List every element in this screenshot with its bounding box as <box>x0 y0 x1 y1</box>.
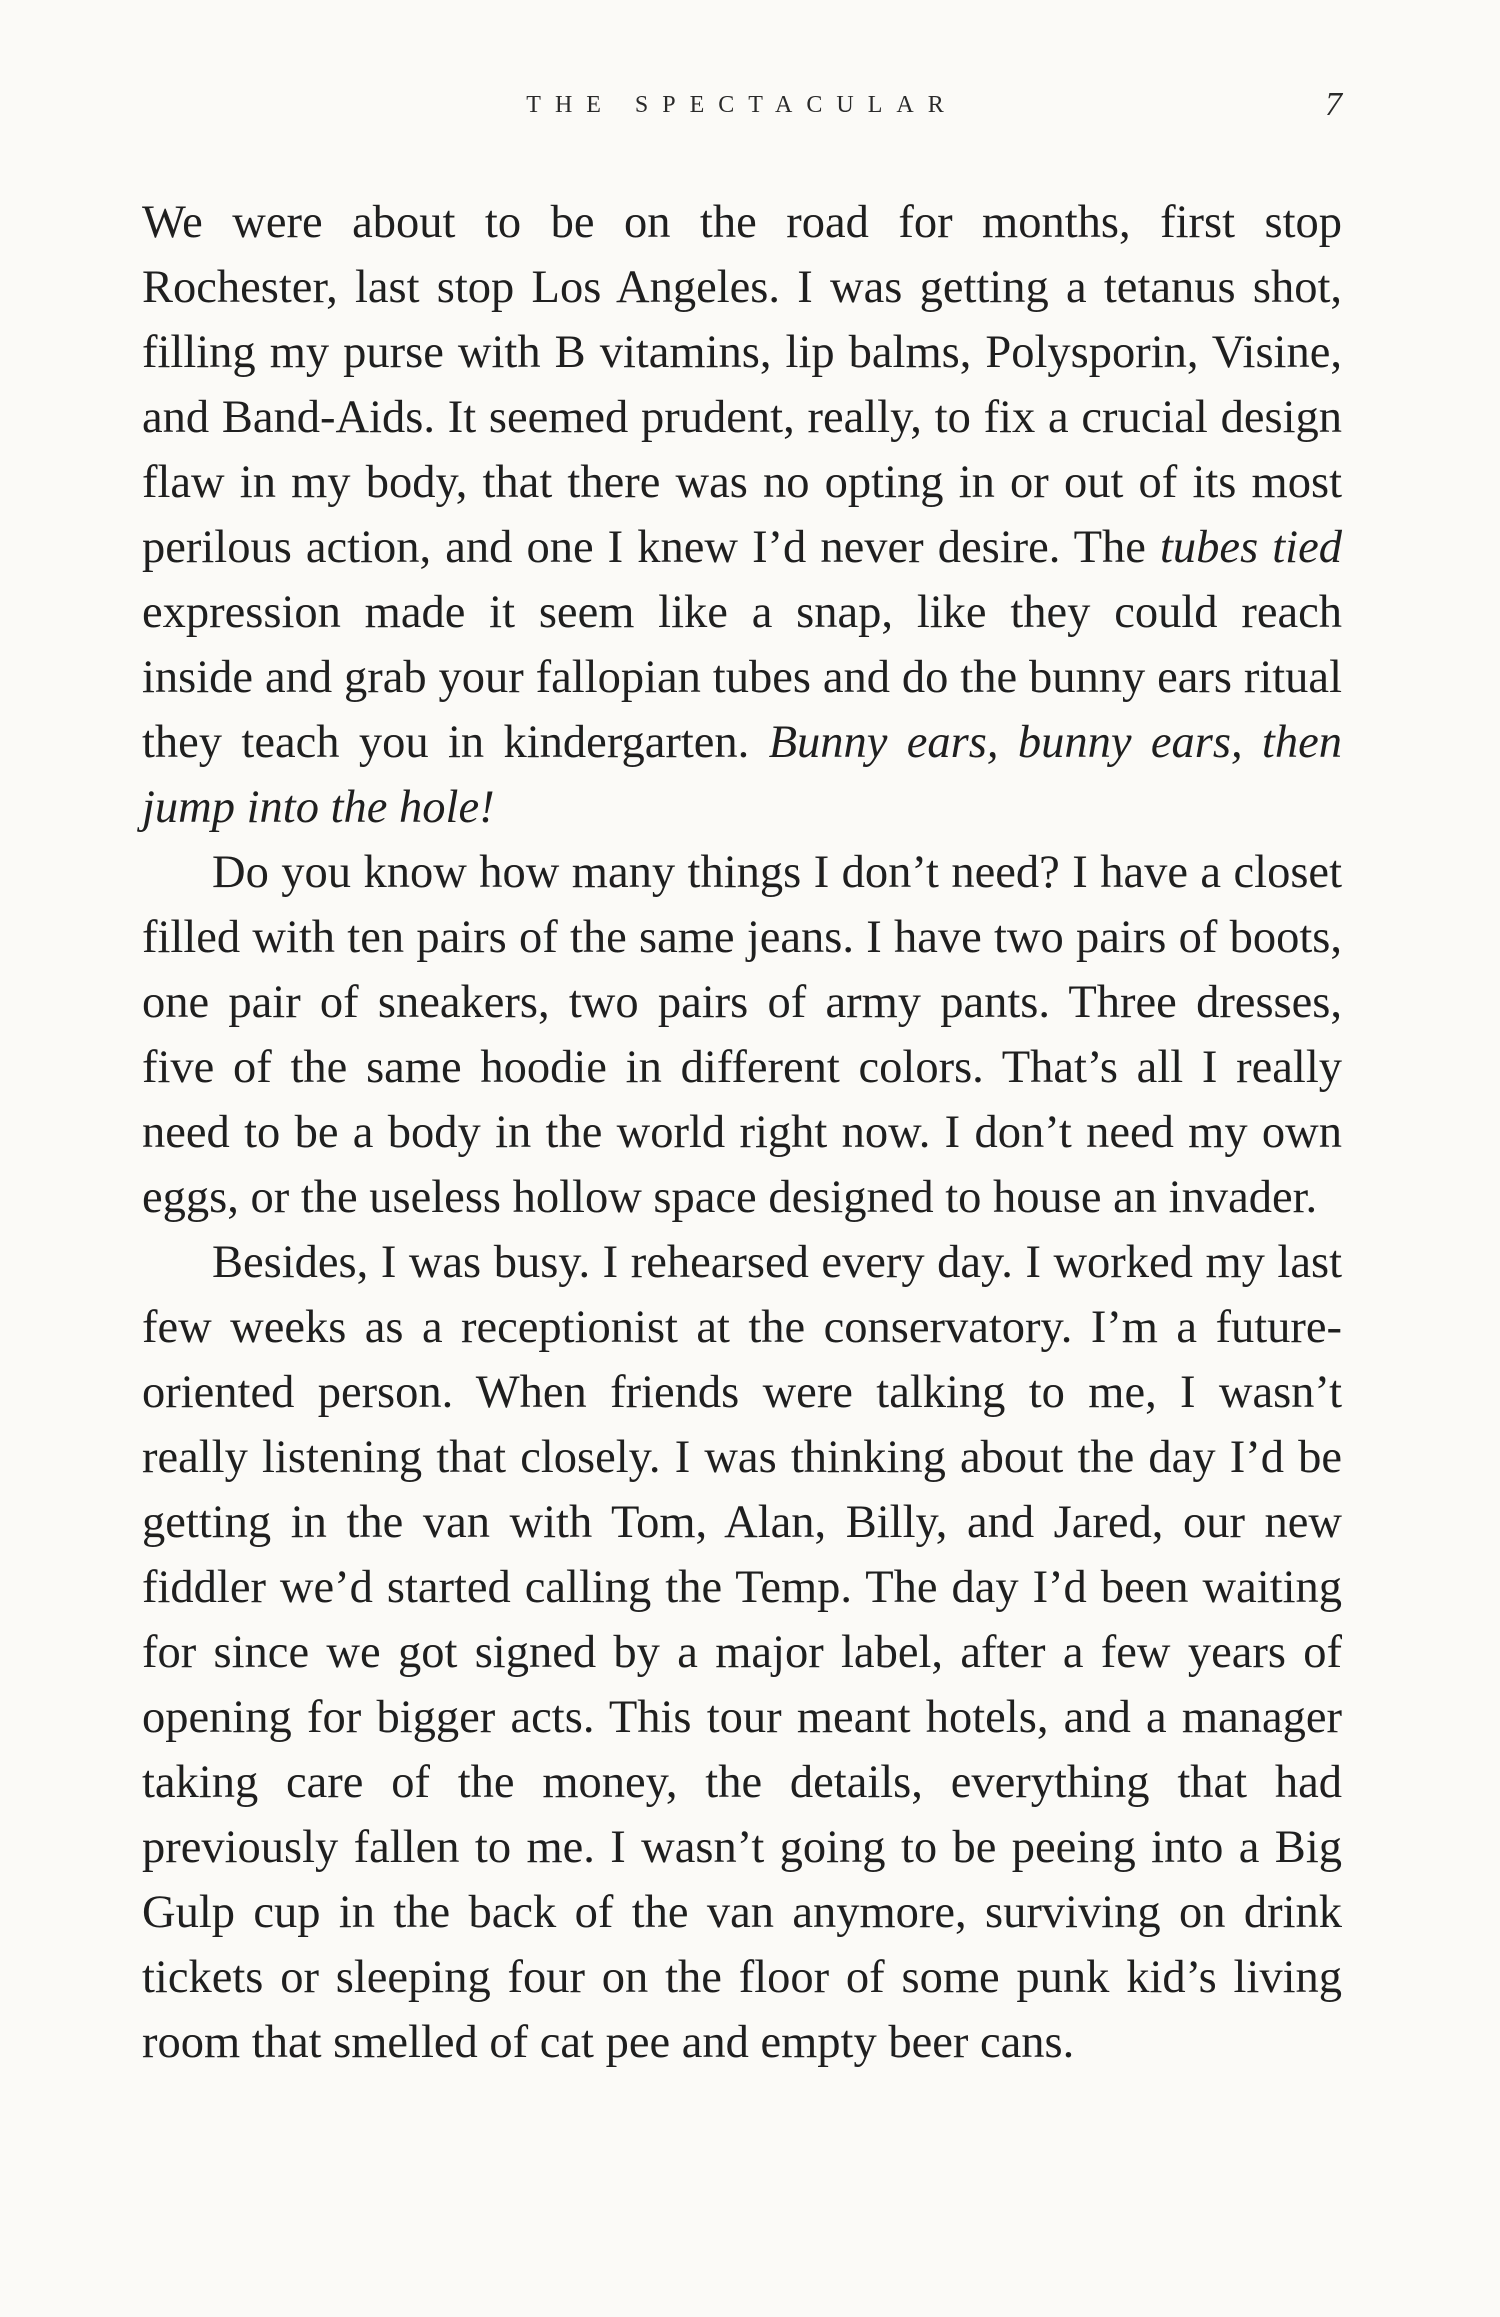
running-head <box>142 86 1342 126</box>
paragraph-1 <box>142 190 1342 840</box>
paragraph-1-lead: We were about to be on the road for months, first stop Rochester, last stop Los Angeles. I was getting a tetanus shot, filling my purse with B vitamins, lip balms, Polysporin, Visine, and Band-Aids. It seemed prudent, really, to fix a crucial design flaw in my body, that there was no opting in or out of its most perilous action, and one I knew I’d never desire. The <box>142 197 1342 573</box>
running-title: THE SPECTACULAR <box>526 92 958 118</box>
paragraph-1-body: expression made it seem like a snap, like they could reach inside and grab your fallopian tubes and do the bunny ears ritual they teach you in kindergarten. <box>142 587 1342 768</box>
paragraph-2: Do you know how many things I don’t need? I have a closet filled with ten pairs of the same jeans. I have two pairs of boots, one pair of sneakers, two pairs of army pants. Three dresses, five of the same hoodie in different colors. That’s all I really need to be a body in the world right now. I don’t need my own eggs, or the useless hollow space designed to house an invader. <box>142 847 1342 1223</box>
body-text <box>142 190 1342 2075</box>
paragraph-1-italic-tail: Bunny ears, bunny ears, then jump into the hole! <box>142 717 1342 833</box>
paragraph-3: Besides, I was busy. I rehearsed every day. I worked my last few weeks as a receptionist at the conservatory. I’m a future-oriented person. When friends were talking to me, I wasn’t really listening that closely. I was thinking about the day I’d be getting in the van with Tom, Alan, Billy, and Jared, our new fiddler we’d started calling the Temp. The day I’d been waiting for since we got signed by a major label, after a few years of opening for bigger acts. This tour meant hotels, and a manager taking care of the money, the details, everything that had previously fallen to me. I wasn’t going to be peeing into a Big Gulp cup in the back of the van anymore, surviving on drink tickets or sleeping four on the floor of some punk kid’s living room that smelled of cat pee and empty beer cans. <box>142 1237 1342 2068</box>
page-number: 7 <box>1325 86 1342 123</box>
paragraph-1-italic-term: tubes tied <box>1160 522 1342 573</box>
